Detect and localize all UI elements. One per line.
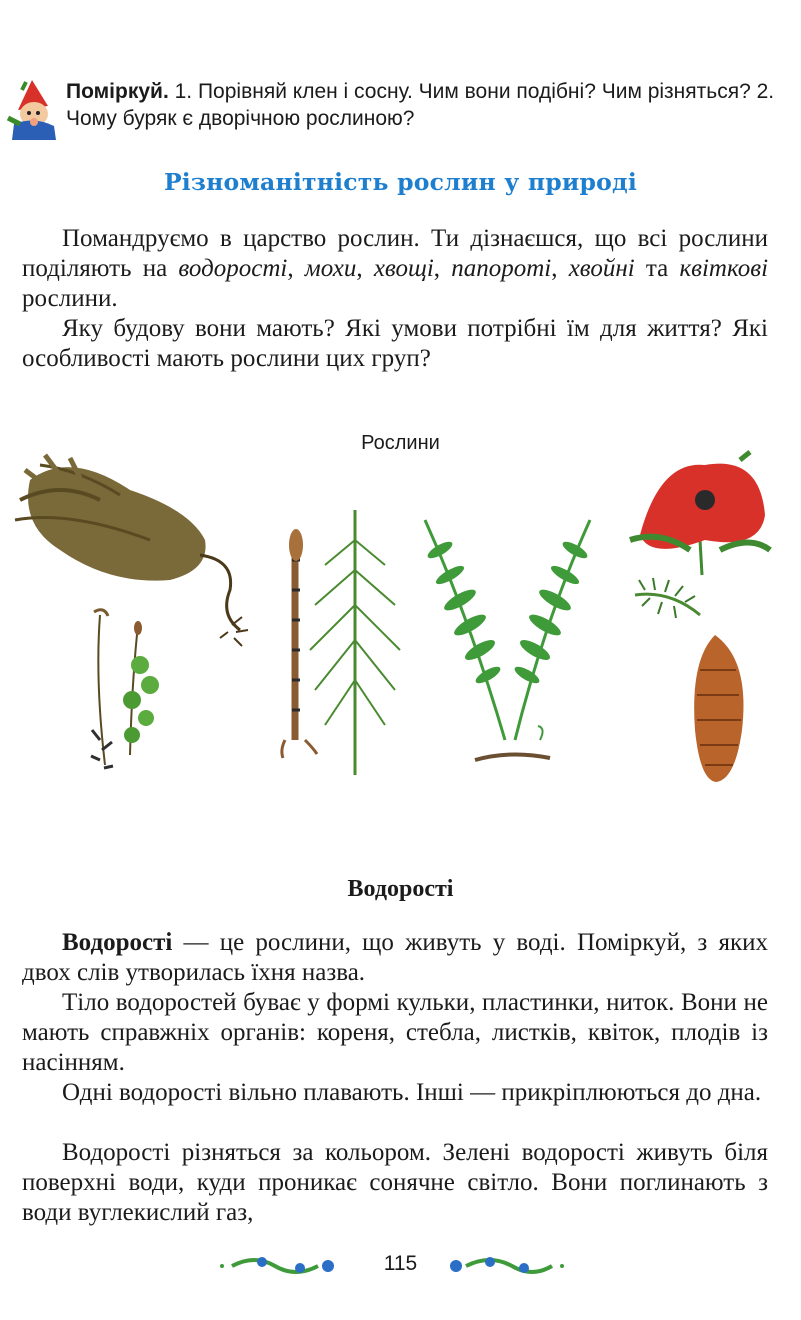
intro-paragraph-2: Яку будову вони мають? Які умови потрібні їм для життя? Які особливості мають рослини цих груп?	[22, 315, 768, 372]
page-number: 115	[383, 1252, 418, 1275]
term-flowering: квіткові	[679, 255, 769, 282]
separator: ,	[551, 255, 569, 282]
term-conifers: хвойні	[568, 255, 635, 282]
algae-paragraph-1	[22, 928, 768, 988]
figure-caption: Рослини	[361, 432, 440, 454]
intro-paragraph-1	[22, 224, 768, 314]
algae-icon	[15, 455, 248, 646]
intro-text: Помандруємо в царство рослин. Ти дізнаєшся, що всі рослини поділяють на	[22, 225, 768, 282]
subsection-title: Водорості	[347, 876, 454, 902]
conjunction: та	[634, 255, 680, 282]
poppy-icon	[630, 452, 770, 575]
term-ferns: папороті	[451, 255, 552, 282]
think-text: 1. Порівняй клен і сосну. Чим вони подібні? Чим різняться? 2. Чому буряк є дворічною рослиною?	[66, 80, 775, 130]
think-label: Поміркуй.	[66, 80, 169, 103]
moss-icon	[91, 610, 159, 768]
plants-illustration	[0, 440, 801, 810]
separator: ,	[356, 255, 374, 282]
algae-paragraph-3: Одні водорості вільно плавають. Інші — прикріплюються до дна.	[62, 1079, 762, 1106]
term-mosses: мохи	[304, 255, 357, 282]
term-horsetails: хвощі	[373, 255, 434, 282]
gnome-mascot-icon	[4, 76, 66, 144]
term-algae: водорості	[178, 255, 288, 282]
separator: ,	[287, 255, 305, 282]
pine-cone-icon	[635, 578, 743, 782]
separator: ,	[433, 255, 452, 282]
horsetail-icon	[282, 510, 400, 775]
section-title: Різноманітність рослин у природі	[163, 168, 638, 196]
intro-end: рослини.	[22, 285, 118, 312]
fern-icon	[425, 520, 590, 760]
algae-paragraph-2: Тіло водоростей буває у формі кульки, пластинки, ниток. Вони не мають справжніх органів: кореня, стебла, листків, квіток, плодів із насінням.	[22, 989, 768, 1076]
algae-paragraph-4: Водорості різняться за кольором. Зелені водорості живуть біля поверхні води, куди проникає сонячне світло. Вони поглинають з води вуглекислий газ,	[22, 1139, 768, 1226]
think-question	[66, 78, 776, 132]
algae-paragraph-1-text: — це рослини, що живуть у воді. Поміркуй, з яких двох слів утворилась їхня назва.	[22, 929, 768, 986]
term-algae-bold: Водорості	[62, 929, 173, 956]
